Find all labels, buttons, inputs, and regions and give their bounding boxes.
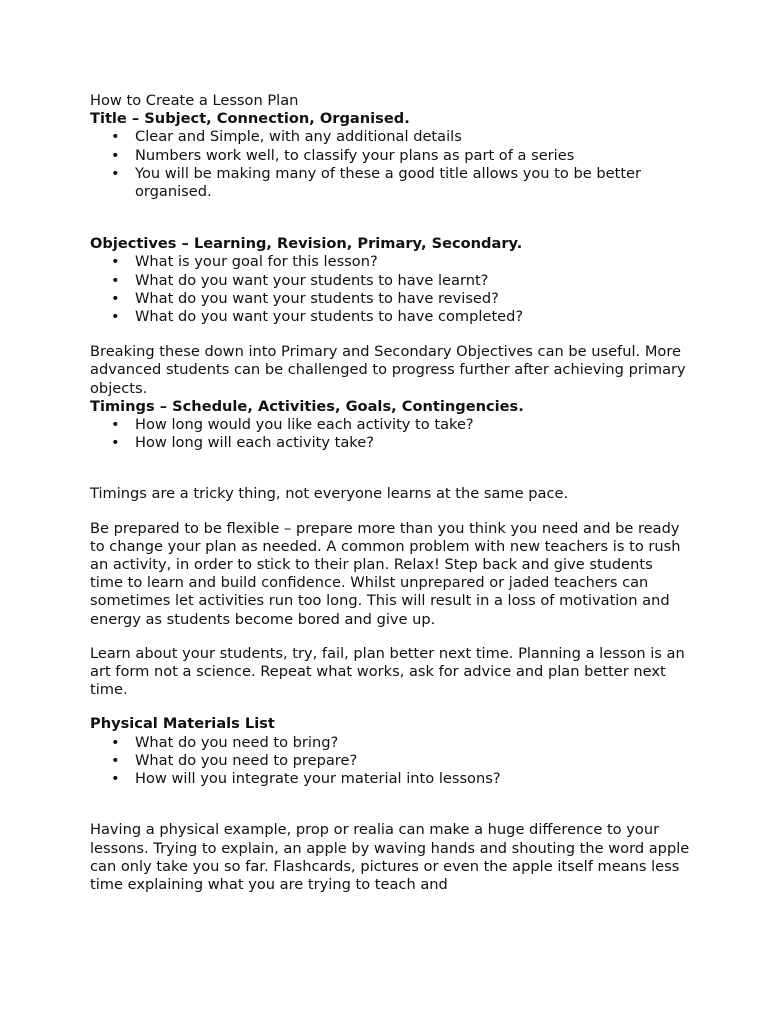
title-section-heading: Title – Subject, Connection, Organised.: [90, 110, 410, 128]
document-title: How to Create a Lesson Plan: [90, 92, 299, 109]
title-section-list: [90, 128, 690, 201]
list-item: • What do you need to bring?: [90, 734, 690, 752]
timings-heading: Timings – Schedule, Activities, Goals, Contingencies.: [90, 397, 524, 415]
list-item: • What do you want your students to have completed?: [90, 308, 690, 326]
objectives-paragraph: Breaking these down into Primary and Secondary Objectives can be useful. More advanced students can be challenged to progress further after achieving primary objects.: [90, 343, 686, 397]
list-item: • You will be making many of these a good title allows you to be better organised.: [90, 165, 690, 201]
timings-paragraph: Learn about your students, try, fail, plan better next time. Planning a lesson is an art form not a science. Repeat what works, ask for advice and plan better next time.: [90, 644, 685, 699]
list-item: • Clear and Simple, with any additional details: [90, 128, 690, 146]
timings-paragraph: Timings are a tricky thing, not everyone learns at the same pace.: [90, 485, 569, 503]
timings-paragraph: Be prepared to be flexible – prepare more than you think you need and be ready to change your plan as needed. A common problem with new teachers is to rush an activity, in order to stick to their plan. Relax! Step back and give students time to learn and build confidence. Whilst unprepared or jaded teachers can sometimes let activities run too long. This will result in a loss of motivation and energy as students become bored and give up.: [90, 519, 681, 628]
list-item: • How long will each activity take?: [90, 434, 690, 452]
list-item: • What do you want your students to have revised?: [90, 290, 690, 308]
timings-list: [90, 416, 690, 452]
list-item: • What do you need to prepare?: [90, 752, 690, 770]
objectives-list: [90, 253, 690, 326]
materials-heading: Physical Materials List: [90, 715, 275, 733]
list-item: • How long would you like each activity to take?: [90, 416, 690, 434]
list-item: • What is your goal for this lesson?: [90, 253, 690, 271]
objectives-heading: Objectives – Learning, Revision, Primary, Secondary.: [90, 235, 523, 253]
list-item: • What do you want your students to have learnt?: [90, 272, 690, 290]
materials-list: [90, 734, 690, 789]
document-page: [90, 92, 690, 894]
materials-paragraph: Having a physical example, prop or realia can make a huge difference to your lessons. Trying to explain, an apple by waving hands and shouting the word apple can only take you so far. Flashcards, pictures or even the apple itself means less time explaining what you are trying to teach and: [90, 821, 690, 893]
list-item: • How will you integrate your material into lessons?: [90, 770, 690, 788]
list-item: • Numbers work well, to classify your plans as part of a series: [90, 147, 690, 165]
